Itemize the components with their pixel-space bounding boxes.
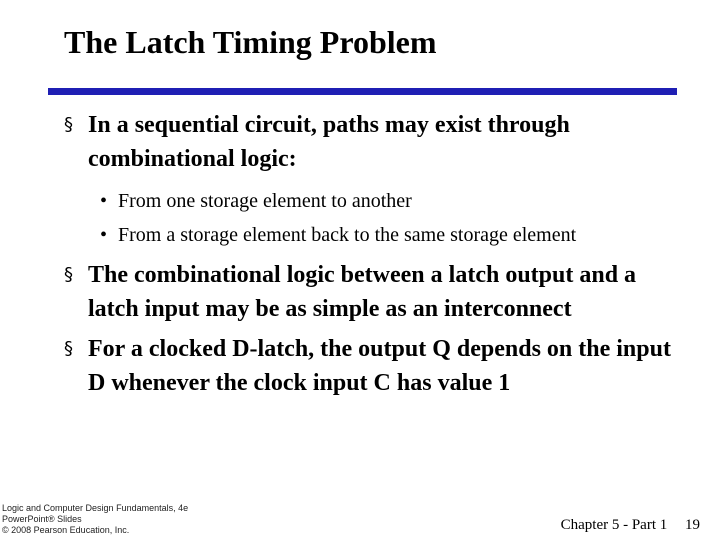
sub-bullet-item <box>100 221 674 250</box>
sub-bullet-item <box>100 187 674 216</box>
publisher-line: PowerPoint® Slides <box>2 514 82 524</box>
bullet-text: In a sequential circuit, paths may exist through combinational logic: <box>88 112 570 172</box>
publisher-line: Logic and Computer Design Fundamentals, 4e <box>2 503 189 513</box>
sub-bullet-text: From one storage element to another <box>118 190 412 212</box>
slide-content <box>64 108 674 400</box>
slide-title: The Latch Timing Problem <box>64 24 437 60</box>
chapter-label: Chapter 5 - Part 1 <box>560 517 668 533</box>
publisher-line: © 2008 Pearson Education, Inc. <box>2 525 130 535</box>
publisher-credit <box>2 503 188 536</box>
bullet-marker: § <box>64 264 73 285</box>
bullet-item <box>64 258 674 326</box>
bullet-text: The combinational logic between a latch output and a latch input may be as simple as an interconnect <box>88 262 637 322</box>
bullet-text: For a clocked D-latch, the output Q depends on the input D whenever the clock input C has value 1 <box>88 336 671 396</box>
bullet-item <box>64 332 674 400</box>
sub-bullet-marker: • <box>100 190 108 212</box>
bullet-marker: § <box>64 338 73 359</box>
slide-footer <box>561 515 700 535</box>
bullet-marker: § <box>64 114 73 135</box>
title-divider <box>48 88 677 95</box>
sub-bullet-list <box>64 187 674 250</box>
page-number: 19 <box>685 517 700 533</box>
sub-bullet-text: From a storage element back to the same storage element <box>118 224 577 246</box>
sub-bullet-marker: • <box>100 224 108 246</box>
bullet-item <box>64 108 674 176</box>
